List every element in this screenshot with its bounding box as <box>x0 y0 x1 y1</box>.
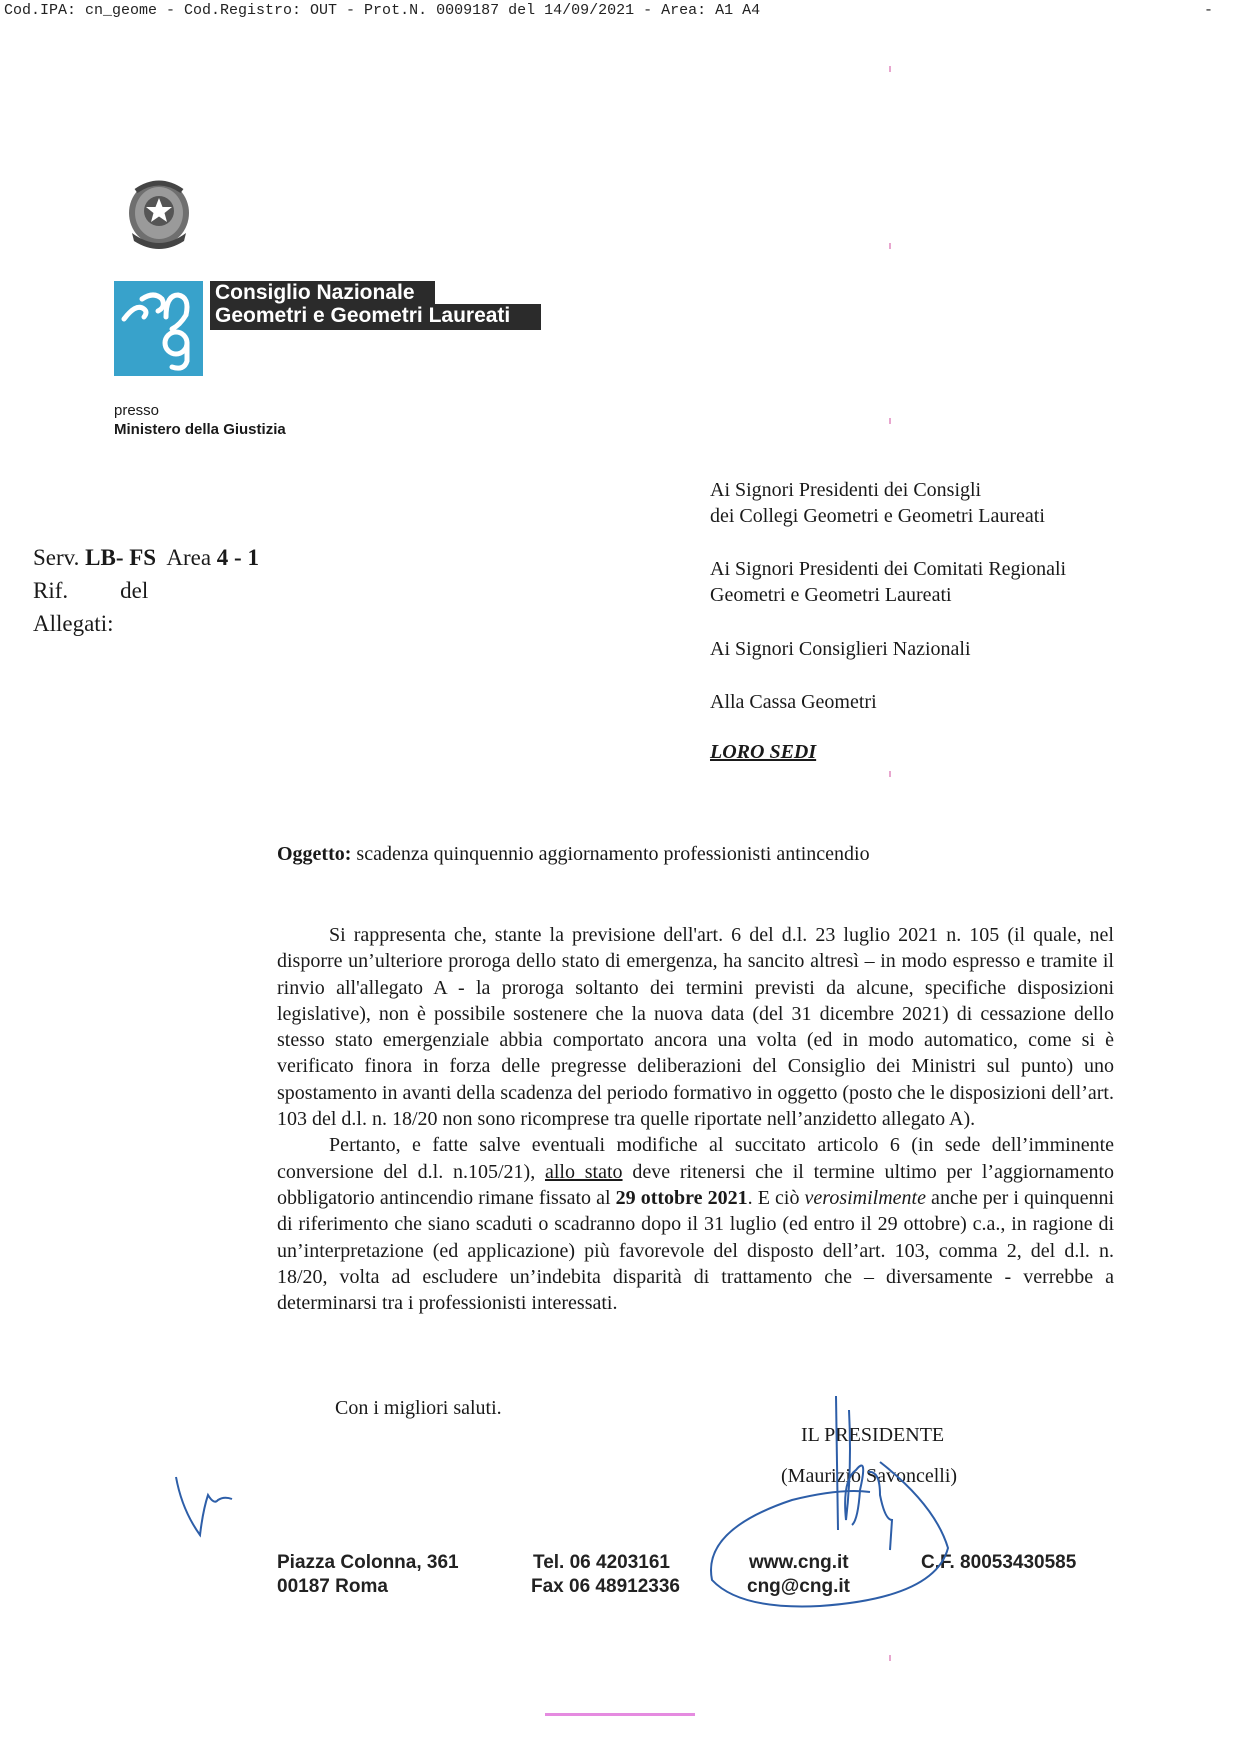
footer-tax-code: C.F. 80053430585 <box>921 1552 1077 1573</box>
scan-speck <box>889 1655 891 1661</box>
recipient-block <box>710 556 1066 608</box>
organization-name-line1: Consiglio Nazionale <box>215 281 415 304</box>
serv-code: LB- FS <box>85 545 157 570</box>
loro-sedi: LORO SEDI <box>710 741 817 763</box>
recipient-line: Geometri e Geometri Laureati <box>710 584 952 606</box>
footer-email-link[interactable]: cng@cng.it <box>747 1576 850 1597</box>
protocol-registration-header: Cod.IPA: cn_geome - Cod.Registro: OUT - Prot.N. 0009187 del 14/09/2021 - Area: A1 A4 <box>4 2 761 19</box>
scan-highlight-line <box>545 1713 695 1716</box>
recipient-block <box>710 689 877 715</box>
allegati-label: Allegati: <box>33 611 114 636</box>
organization-name-line2: Geometri e Geometri Laureati <box>215 304 511 327</box>
subject-line <box>277 843 870 866</box>
signatory-name: (Maurizio Savoncelli) <box>781 1465 958 1487</box>
subject-text: scadenza quinquennio aggiornamento professionisti antincendio <box>356 843 870 865</box>
header-trailing-mark: - <box>1204 2 1214 19</box>
body-paragraph-2 <box>277 1132 1114 1316</box>
recipient-line: Ai Signori Presidenti dei Consigli <box>710 479 982 501</box>
italian-republic-emblem-icon <box>124 173 194 251</box>
footer-address-city: 00187 Roma <box>277 1576 388 1597</box>
recipient-line: Ai Signori Presidenti dei Comitati Regionali <box>710 558 1067 580</box>
scan-speck <box>889 771 891 777</box>
cng-logo-icon <box>114 281 203 376</box>
cng-logo-square <box>114 281 203 376</box>
footer-website-link[interactable]: www.cng.it <box>749 1552 849 1573</box>
body-text-run: Pertanto, e fatte salve eventuali modifiche al succitato articolo 6 (in sede dell’imminente conversione del d.l. n.105/21), <box>277 1134 1114 1183</box>
recipient-line: Alla Cassa Geometri <box>710 691 877 713</box>
body-text-run: anche per i quinquenni di riferimento che siano scaduti o scadranno dopo il 31 luglio (ed entro il 29 ottobre) c.a., in ragione di un’interpretazione (ed applicazione) più favorevole del disposto dell’art. 103, comma 2, del d.l. n. 18/20, volta ad escludere un’indebita disparità di trattamento che – diversamente - verrebbe a determinarsi tra i professionisti interessati. <box>277 1186 1115 1315</box>
recipient-block <box>710 477 1045 529</box>
recipient-line: Ai Signori Consiglieri Nazionali <box>710 638 971 660</box>
serv-label: Serv. <box>33 545 80 570</box>
italic-phrase: verosimilmente <box>804 1186 926 1209</box>
footer-telephone: Tel. 06 4203161 <box>533 1552 670 1573</box>
rif-del: del <box>120 578 149 603</box>
ministry-name: Ministero della Giustizia <box>114 421 286 438</box>
body-text-run: . E ciò <box>747 1186 805 1209</box>
rif-label: Rif. <box>33 578 69 603</box>
area-label: Area <box>166 545 212 570</box>
signatory-title: IL PRESIDENTE <box>801 1424 945 1446</box>
body-text-run: deve ritenersi che il termine ultimo per l’aggiornamento obbligatorio antincendio rimane fissato al <box>277 1160 1114 1209</box>
initials-mark-icon <box>176 1477 232 1535</box>
scan-speck <box>889 66 891 72</box>
underlined-phrase: allo stato <box>544 1160 623 1183</box>
recipient-line: dei Collegi Geometri e Geometri Laureati <box>710 505 1045 527</box>
presso-label: presso <box>114 402 160 419</box>
body-paragraph-1: Si rappresenta che, stante la previsione dell'art. 6 del d.l. 23 luglio 2021 n. 105 (il quale, nel disporre un’ulteriore proroga dello stato di emergenza, ha sancito altresì – in modo espresso e tramite il rinvio all'allegato A - la proroga soltanto dei termini previsti da alcune, specifiche disposizioni legislative), non è possibile sostenere che la nuova data (del 31 dicembre 2021) di cessazione dello stesso stato emergenziale abbia comportato ancora una volta (ed in modo automatico, come si è verificato finora in forza delle pregresse deliberazioni del Consiglio dei Ministri sul punto) uno spostamento in avanti della scadenza del periodo formativo in oggetto (posto che le disposizioni dell’art. 103 del d.l. n. 18/20 non sono ricomprese tra quelle riportate nell’anzidetto allegato A). <box>277 924 1114 1131</box>
subject-label: Oggetto: <box>277 843 352 865</box>
rif-reference <box>33 578 148 604</box>
footer-fax: Fax 06 48912336 <box>531 1576 680 1597</box>
recipient-block <box>710 636 971 662</box>
footer-address-street: Piazza Colonna, 361 <box>277 1552 459 1573</box>
scan-speck <box>889 418 891 424</box>
closing-salutation: Con i migliori saluti. <box>335 1397 502 1419</box>
deadline-date: 29 ottobre 2021 <box>615 1186 748 1209</box>
service-reference <box>33 545 259 571</box>
area-value: 4 - 1 <box>216 545 259 570</box>
scan-speck <box>889 243 891 249</box>
letter-body <box>277 922 1114 1316</box>
